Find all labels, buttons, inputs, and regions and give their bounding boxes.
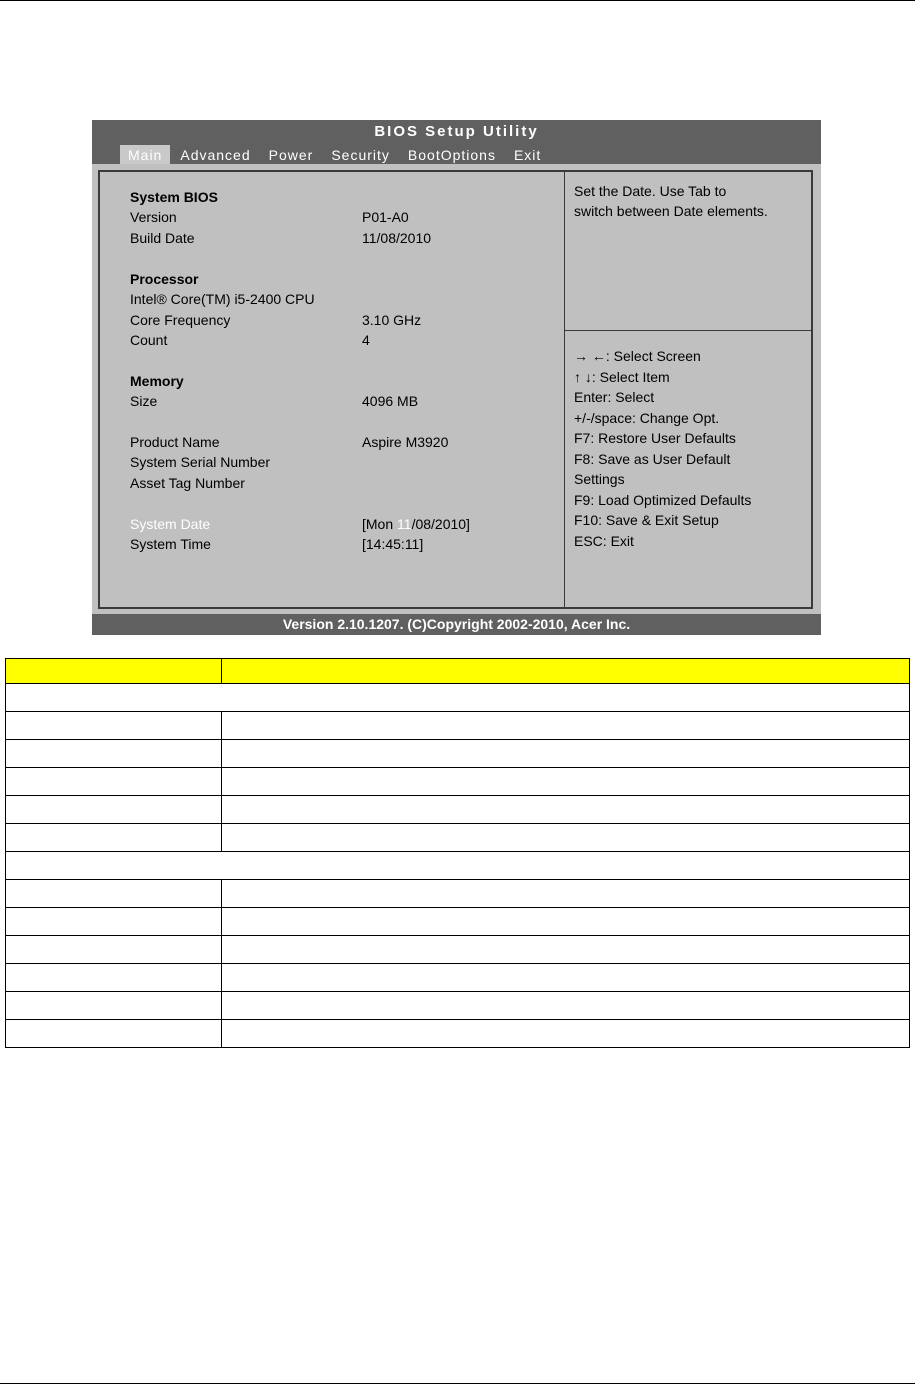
table-row — [6, 880, 910, 908]
table-cell — [222, 740, 910, 768]
key-f9-optimized: F9: Load Optimized Defaults — [574, 492, 752, 508]
table-row — [6, 908, 910, 936]
tab-security[interactable]: Security — [331, 147, 390, 163]
bios-main-panel — [92, 164, 821, 614]
table-section-row — [6, 852, 910, 880]
table-cell — [6, 908, 222, 936]
system-bios-heading: System BIOS — [130, 189, 218, 205]
memory-heading: Memory — [130, 373, 184, 389]
table-cell — [6, 992, 222, 1020]
version-value: P01-A0 — [362, 209, 409, 225]
key-f8-settings: Settings — [574, 471, 625, 487]
table-cell — [222, 992, 910, 1020]
key-f7-restore: F7: Restore User Defaults — [574, 430, 736, 446]
build-date-value: 11/08/2010 — [362, 230, 432, 246]
table-row — [6, 964, 910, 992]
key-change-opt: +/-/space: Change Opt. — [574, 410, 720, 426]
table-cell — [222, 908, 910, 936]
table-cell — [6, 880, 222, 908]
table-cell — [6, 768, 222, 796]
bios-window — [92, 120, 821, 635]
date-suffix: /08/2010] — [411, 516, 470, 532]
page-bottom-rule — [0, 1383, 915, 1384]
count-label: Count — [130, 332, 168, 348]
core-frequency-value: 3.10 GHz — [362, 312, 422, 328]
core-frequency-label: Core Frequency — [130, 312, 231, 328]
table-cell — [222, 712, 910, 740]
table-cell — [222, 964, 910, 992]
tab-advanced[interactable]: Advanced — [180, 147, 251, 163]
parameter-table — [5, 658, 910, 1048]
system-time-value[interactable]: [14:45:11] — [362, 536, 424, 552]
bios-vertical-divider — [564, 170, 565, 609]
table-cell — [222, 880, 910, 908]
tab-exit[interactable]: Exit — [513, 147, 542, 163]
table-row — [6, 740, 910, 768]
table-cell — [222, 768, 910, 796]
date-month-selected[interactable]: 11 — [397, 516, 412, 532]
key-esc-exit: ESC: Exit — [574, 533, 634, 549]
table-cell — [222, 1020, 910, 1048]
key-f10-save-exit: F10: Save & Exit Setup — [574, 512, 719, 528]
table-row — [6, 824, 910, 852]
system-time-label[interactable]: System Time — [130, 536, 211, 552]
key-f8-save-default: F8: Save as User Default — [574, 451, 731, 467]
table-cell — [222, 824, 910, 852]
table-section-row — [6, 684, 910, 712]
tab-power[interactable]: Power — [268, 147, 314, 163]
table-row — [6, 992, 910, 1020]
product-name-label: Product Name — [130, 434, 220, 450]
bios-menu-bar — [120, 145, 551, 164]
bios-title: BIOS Setup Utility — [374, 123, 539, 140]
key-select-screen: → ←: Select Screen — [574, 348, 701, 364]
table-cell — [222, 936, 910, 964]
table-cell — [6, 1020, 222, 1048]
processor-heading: Processor — [130, 271, 199, 287]
table-header-cell — [222, 659, 910, 684]
tab-main[interactable]: Main — [120, 145, 170, 164]
table-cell — [222, 796, 910, 824]
build-date-label: Build Date — [130, 230, 195, 246]
product-name-value: Aspire M3920 — [362, 434, 449, 450]
table-header-cell — [6, 659, 222, 684]
system-date-value[interactable] — [362, 516, 470, 533]
table-cell — [6, 740, 222, 768]
asset-tag-label: Asset Tag Number — [130, 475, 245, 491]
table-row — [6, 796, 910, 824]
memory-size-value: 4096 MB — [362, 393, 419, 409]
table-header-row — [6, 659, 910, 684]
bios-horizontal-divider — [564, 330, 811, 331]
key-select-item: ↑ ↓: Select Item — [574, 369, 670, 385]
cpu-name: Intel® Core(TM) i5-2400 CPU — [130, 291, 315, 307]
table-row — [6, 768, 910, 796]
table-section-cell — [6, 852, 910, 880]
key-enter-select: Enter: Select — [574, 389, 655, 405]
date-prefix: [Mon — [362, 516, 398, 532]
table-row — [6, 712, 910, 740]
table-row — [6, 1020, 910, 1048]
bios-version-footer: Version 2.10.1207. (C)Copyright 2002-2010, Acer Inc. — [282, 616, 631, 632]
table-cell — [6, 796, 222, 824]
table-section-cell — [6, 684, 910, 712]
help-text-line-2: switch between Date elements. — [574, 203, 768, 219]
table-row — [6, 936, 910, 964]
page-top-rule — [0, 0, 915, 1]
table-cell — [6, 964, 222, 992]
table-cell — [6, 936, 222, 964]
serial-number-label: System Serial Number — [130, 454, 271, 470]
help-text-line-1: Set the Date. Use Tab to — [574, 183, 727, 199]
version-label: Version — [130, 209, 177, 225]
tab-bootoptions[interactable]: BootOptions — [407, 147, 496, 163]
memory-size-label: Size — [130, 393, 158, 409]
count-value: 4 — [362, 332, 370, 348]
table-cell — [6, 712, 222, 740]
system-date-label[interactable]: System Date — [130, 516, 211, 532]
table-cell — [6, 824, 222, 852]
